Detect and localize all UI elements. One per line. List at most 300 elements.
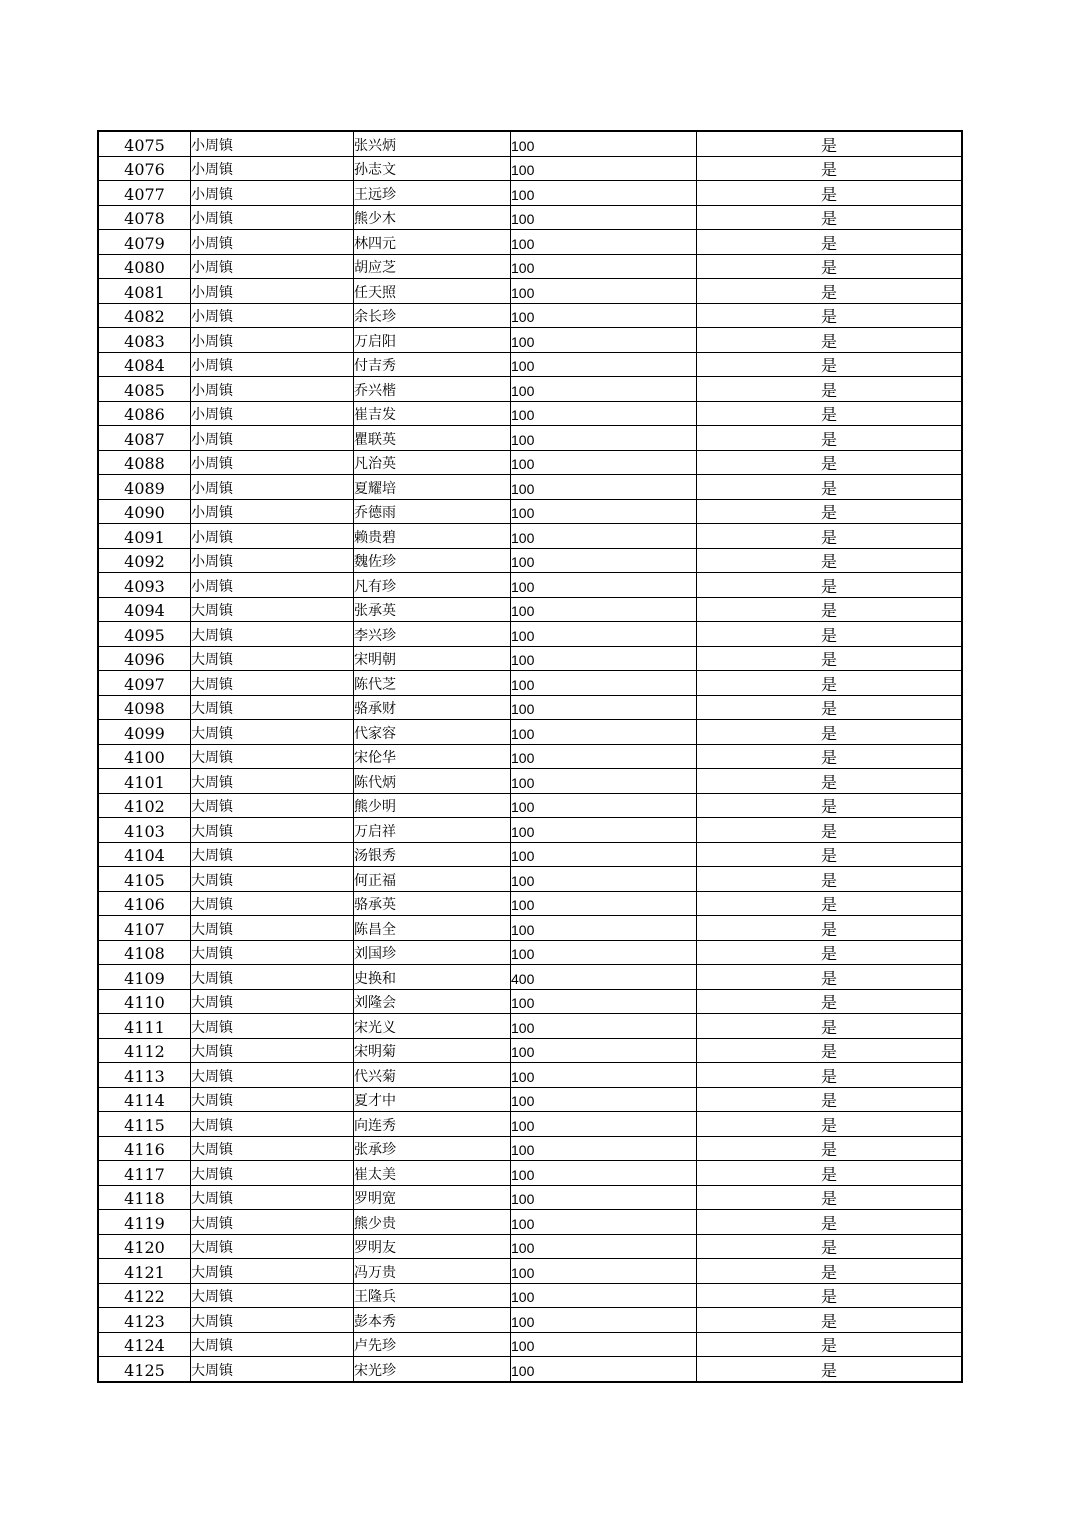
person-name-cell: 王隆兵 (354, 1283, 511, 1308)
town-cell: 小周镇 (191, 181, 354, 206)
row-number-cell: 4085 (98, 377, 191, 402)
table-row (98, 1283, 962, 1308)
table-row (98, 1014, 962, 1039)
flag-cell: 是 (697, 1014, 963, 1039)
flag-cell: 是 (697, 891, 963, 916)
person-name-cell: 李兴珍 (354, 622, 511, 647)
town-cell: 大周镇 (191, 1332, 354, 1357)
flag-cell: 是 (697, 279, 963, 304)
town-cell: 大周镇 (191, 769, 354, 794)
row-number-cell: 4117 (98, 1161, 191, 1186)
person-name-cell: 熊少贵 (354, 1210, 511, 1235)
amount-cell: 100 (511, 401, 697, 426)
row-number-cell: 4078 (98, 205, 191, 230)
row-number-cell: 4096 (98, 646, 191, 671)
row-number-cell: 4102 (98, 793, 191, 818)
amount-cell: 100 (511, 230, 697, 255)
flag-cell: 是 (697, 1308, 963, 1333)
amount-cell: 100 (511, 548, 697, 573)
flag-cell: 是 (697, 940, 963, 965)
table-row (98, 622, 962, 647)
row-number-cell: 4103 (98, 818, 191, 843)
table-row (98, 940, 962, 965)
person-name-cell: 宋伦华 (354, 744, 511, 769)
flag-cell: 是 (697, 965, 963, 990)
row-number-cell: 4111 (98, 1014, 191, 1039)
flag-cell: 是 (697, 230, 963, 255)
amount-cell: 100 (511, 573, 697, 598)
town-cell: 小周镇 (191, 254, 354, 279)
row-number-cell: 4100 (98, 744, 191, 769)
amount-cell: 100 (511, 499, 697, 524)
row-number-cell: 4105 (98, 867, 191, 892)
row-number-cell: 4077 (98, 181, 191, 206)
town-cell: 大周镇 (191, 940, 354, 965)
table-row (98, 279, 962, 304)
table-row (98, 695, 962, 720)
town-cell: 小周镇 (191, 303, 354, 328)
person-name-cell: 向连秀 (354, 1112, 511, 1137)
flag-cell: 是 (697, 131, 963, 156)
amount-cell: 100 (511, 1161, 697, 1186)
town-cell: 小周镇 (191, 475, 354, 500)
person-name-cell: 崔吉发 (354, 401, 511, 426)
person-name-cell: 孙志文 (354, 156, 511, 181)
flag-cell: 是 (697, 720, 963, 745)
table-row (98, 867, 962, 892)
amount-cell: 100 (511, 720, 697, 745)
town-cell: 小周镇 (191, 499, 354, 524)
amount-cell: 100 (511, 1063, 697, 1088)
flag-cell: 是 (697, 622, 963, 647)
flag-cell: 是 (697, 1234, 963, 1259)
amount-cell: 100 (511, 279, 697, 304)
flag-cell: 是 (697, 401, 963, 426)
row-number-cell: 4092 (98, 548, 191, 573)
person-name-cell: 张承珍 (354, 1136, 511, 1161)
flag-cell: 是 (697, 793, 963, 818)
amount-cell: 100 (511, 940, 697, 965)
person-name-cell: 崔太美 (354, 1161, 511, 1186)
row-number-cell: 4086 (98, 401, 191, 426)
amount-cell: 100 (511, 867, 697, 892)
town-cell: 大周镇 (191, 646, 354, 671)
table-row (98, 450, 962, 475)
person-name-cell: 骆承财 (354, 695, 511, 720)
person-name-cell: 史换和 (354, 965, 511, 990)
town-cell: 大周镇 (191, 720, 354, 745)
flag-cell: 是 (697, 842, 963, 867)
person-name-cell: 汤银秀 (354, 842, 511, 867)
person-name-cell: 卢先珍 (354, 1332, 511, 1357)
amount-cell: 100 (511, 891, 697, 916)
table-row (98, 499, 962, 524)
person-name-cell: 林四元 (354, 230, 511, 255)
row-number-cell: 4097 (98, 671, 191, 696)
flag-cell: 是 (697, 1210, 963, 1235)
town-cell: 小周镇 (191, 377, 354, 402)
row-number-cell: 4112 (98, 1038, 191, 1063)
flag-cell: 是 (697, 1038, 963, 1063)
table-row (98, 1332, 962, 1357)
person-name-cell: 万启阳 (354, 328, 511, 353)
flag-cell: 是 (697, 769, 963, 794)
row-number-cell: 4107 (98, 916, 191, 941)
town-cell: 小周镇 (191, 279, 354, 304)
amount-cell: 100 (511, 916, 697, 941)
amount-cell: 100 (511, 1308, 697, 1333)
amount-cell: 100 (511, 426, 697, 451)
flag-cell: 是 (697, 573, 963, 598)
amount-cell: 100 (511, 1332, 697, 1357)
flag-cell: 是 (697, 328, 963, 353)
town-cell: 大周镇 (191, 597, 354, 622)
flag-cell: 是 (697, 377, 963, 402)
person-name-cell: 熊少明 (354, 793, 511, 818)
table-row (98, 1210, 962, 1235)
amount-cell: 100 (511, 695, 697, 720)
person-name-cell: 代家容 (354, 720, 511, 745)
town-cell: 大周镇 (191, 793, 354, 818)
flag-cell: 是 (697, 1357, 963, 1382)
flag-cell: 是 (697, 1161, 963, 1186)
town-cell: 大周镇 (191, 818, 354, 843)
row-number-cell: 4095 (98, 622, 191, 647)
amount-cell: 100 (511, 818, 697, 843)
amount-cell: 100 (511, 1259, 697, 1284)
row-number-cell: 4101 (98, 769, 191, 794)
table-row (98, 573, 962, 598)
person-name-cell: 何正福 (354, 867, 511, 892)
table-row (98, 818, 962, 843)
person-name-cell: 代兴菊 (354, 1063, 511, 1088)
table-row (98, 891, 962, 916)
person-name-cell: 彭本秀 (354, 1308, 511, 1333)
row-number-cell: 4115 (98, 1112, 191, 1137)
amount-cell: 100 (511, 475, 697, 500)
flag-cell: 是 (697, 646, 963, 671)
table-row (98, 475, 962, 500)
person-name-cell: 王远珍 (354, 181, 511, 206)
table-row (98, 1259, 962, 1284)
town-cell: 小周镇 (191, 548, 354, 573)
table-row (98, 254, 962, 279)
flag-cell: 是 (697, 1112, 963, 1137)
amount-cell: 100 (511, 1185, 697, 1210)
row-number-cell: 4082 (98, 303, 191, 328)
amount-cell: 100 (511, 1357, 697, 1382)
table-row (98, 548, 962, 573)
person-name-cell: 乔德雨 (354, 499, 511, 524)
row-number-cell: 4088 (98, 450, 191, 475)
table-row (98, 230, 962, 255)
flag-cell: 是 (697, 1136, 963, 1161)
amount-cell: 100 (511, 131, 697, 156)
amount-cell: 100 (511, 1210, 697, 1235)
table-row (98, 1136, 962, 1161)
town-cell: 大周镇 (191, 1308, 354, 1333)
table-row (98, 303, 962, 328)
amount-cell: 100 (511, 205, 697, 230)
table-row (98, 1087, 962, 1112)
person-name-cell: 赖贵碧 (354, 524, 511, 549)
amount-cell: 100 (511, 254, 697, 279)
town-cell: 大周镇 (191, 1210, 354, 1235)
table-row (98, 1038, 962, 1063)
flag-cell: 是 (697, 303, 963, 328)
person-name-cell: 凡有珍 (354, 573, 511, 598)
flag-cell: 是 (697, 744, 963, 769)
town-cell: 大周镇 (191, 1161, 354, 1186)
table-row (98, 1161, 962, 1186)
town-cell: 大周镇 (191, 1038, 354, 1063)
flag-cell: 是 (697, 1063, 963, 1088)
flag-cell: 是 (697, 254, 963, 279)
table-row (98, 1185, 962, 1210)
town-cell: 大周镇 (191, 989, 354, 1014)
amount-cell: 100 (511, 597, 697, 622)
town-cell: 小周镇 (191, 450, 354, 475)
person-name-cell: 陈昌全 (354, 916, 511, 941)
table-row (98, 205, 962, 230)
flag-cell: 是 (697, 989, 963, 1014)
town-cell: 大周镇 (191, 1185, 354, 1210)
town-cell: 小周镇 (191, 401, 354, 426)
town-cell: 大周镇 (191, 965, 354, 990)
amount-cell: 100 (511, 646, 697, 671)
row-number-cell: 4076 (98, 156, 191, 181)
town-cell: 大周镇 (191, 867, 354, 892)
table-row (98, 328, 962, 353)
amount-cell: 100 (511, 352, 697, 377)
amount-cell: 100 (511, 989, 697, 1014)
table-body (98, 131, 962, 1382)
flag-cell: 是 (697, 695, 963, 720)
row-number-cell: 4124 (98, 1332, 191, 1357)
person-name-cell: 宋明朝 (354, 646, 511, 671)
town-cell: 大周镇 (191, 1283, 354, 1308)
amount-cell: 100 (511, 450, 697, 475)
person-name-cell: 熊少木 (354, 205, 511, 230)
table-row (98, 1112, 962, 1137)
amount-cell: 100 (511, 1112, 697, 1137)
person-name-cell: 夏才中 (354, 1087, 511, 1112)
town-cell: 小周镇 (191, 328, 354, 353)
table-row (98, 842, 962, 867)
row-number-cell: 4098 (98, 695, 191, 720)
row-number-cell: 4104 (98, 842, 191, 867)
table-row (98, 744, 962, 769)
table-row (98, 181, 962, 206)
row-number-cell: 4079 (98, 230, 191, 255)
flag-cell: 是 (697, 205, 963, 230)
row-number-cell: 4120 (98, 1234, 191, 1259)
flag-cell: 是 (697, 475, 963, 500)
town-cell: 大周镇 (191, 842, 354, 867)
town-cell: 大周镇 (191, 1087, 354, 1112)
flag-cell: 是 (697, 1332, 963, 1357)
amount-cell: 100 (511, 842, 697, 867)
amount-cell: 100 (511, 303, 697, 328)
table-row (98, 965, 962, 990)
flag-cell: 是 (697, 1185, 963, 1210)
table-row (98, 989, 962, 1014)
row-number-cell: 4099 (98, 720, 191, 745)
amount-cell: 100 (511, 156, 697, 181)
amount-cell: 100 (511, 1283, 697, 1308)
person-name-cell: 宋光义 (354, 1014, 511, 1039)
flag-cell: 是 (697, 867, 963, 892)
table-row (98, 426, 962, 451)
person-name-cell: 陈代炳 (354, 769, 511, 794)
table-row (98, 793, 962, 818)
amount-cell: 100 (511, 1136, 697, 1161)
town-cell: 大周镇 (191, 1357, 354, 1382)
amount-cell: 100 (511, 671, 697, 696)
amount-cell: 100 (511, 377, 697, 402)
flag-cell: 是 (697, 548, 963, 573)
person-name-cell: 罗明宽 (354, 1185, 511, 1210)
town-cell: 小周镇 (191, 573, 354, 598)
flag-cell: 是 (697, 818, 963, 843)
flag-cell: 是 (697, 156, 963, 181)
person-name-cell: 张兴炳 (354, 131, 511, 156)
flag-cell: 是 (697, 1087, 963, 1112)
row-number-cell: 4125 (98, 1357, 191, 1382)
row-number-cell: 4109 (98, 965, 191, 990)
row-number-cell: 4113 (98, 1063, 191, 1088)
town-cell: 小周镇 (191, 156, 354, 181)
town-cell: 大周镇 (191, 1136, 354, 1161)
amount-cell: 100 (511, 744, 697, 769)
person-name-cell: 余长珍 (354, 303, 511, 328)
person-name-cell: 夏耀培 (354, 475, 511, 500)
town-cell: 小周镇 (191, 426, 354, 451)
row-number-cell: 4084 (98, 352, 191, 377)
table-row (98, 156, 962, 181)
person-name-cell: 宋明菊 (354, 1038, 511, 1063)
flag-cell: 是 (697, 597, 963, 622)
row-number-cell: 4122 (98, 1283, 191, 1308)
row-number-cell: 4080 (98, 254, 191, 279)
table-row (98, 597, 962, 622)
table-row (98, 769, 962, 794)
flag-cell: 是 (697, 450, 963, 475)
amount-cell: 100 (511, 1087, 697, 1112)
person-name-cell: 魏佐珍 (354, 548, 511, 573)
flag-cell: 是 (697, 524, 963, 549)
town-cell: 小周镇 (191, 230, 354, 255)
row-number-cell: 4114 (98, 1087, 191, 1112)
table-row (98, 352, 962, 377)
row-number-cell: 4075 (98, 131, 191, 156)
person-name-cell: 刘国珍 (354, 940, 511, 965)
table-row (98, 1308, 962, 1333)
town-cell: 大周镇 (191, 1259, 354, 1284)
row-number-cell: 4093 (98, 573, 191, 598)
row-number-cell: 4090 (98, 499, 191, 524)
town-cell: 大周镇 (191, 891, 354, 916)
row-number-cell: 4116 (98, 1136, 191, 1161)
row-number-cell: 4118 (98, 1185, 191, 1210)
flag-cell: 是 (697, 426, 963, 451)
table-row (98, 916, 962, 941)
town-cell: 大周镇 (191, 671, 354, 696)
person-name-cell: 刘隆会 (354, 989, 511, 1014)
table-row (98, 377, 962, 402)
row-number-cell: 4106 (98, 891, 191, 916)
person-name-cell: 瞿联英 (354, 426, 511, 451)
row-number-cell: 4081 (98, 279, 191, 304)
flag-cell: 是 (697, 916, 963, 941)
flag-cell: 是 (697, 499, 963, 524)
person-name-cell: 陈代芝 (354, 671, 511, 696)
town-cell: 大周镇 (191, 1112, 354, 1137)
amount-cell: 100 (511, 1014, 697, 1039)
data-table (97, 130, 963, 1383)
person-name-cell: 乔兴楷 (354, 377, 511, 402)
row-number-cell: 4121 (98, 1259, 191, 1284)
town-cell: 大周镇 (191, 1014, 354, 1039)
amount-cell: 100 (511, 793, 697, 818)
amount-cell: 100 (511, 1234, 697, 1259)
town-cell: 大周镇 (191, 1234, 354, 1259)
flag-cell: 是 (697, 671, 963, 696)
table-row (98, 671, 962, 696)
person-name-cell: 万启祥 (354, 818, 511, 843)
person-name-cell: 凡治英 (354, 450, 511, 475)
row-number-cell: 4083 (98, 328, 191, 353)
row-number-cell: 4108 (98, 940, 191, 965)
town-cell: 大周镇 (191, 695, 354, 720)
person-name-cell: 罗明友 (354, 1234, 511, 1259)
row-number-cell: 4119 (98, 1210, 191, 1235)
amount-cell: 100 (511, 181, 697, 206)
flag-cell: 是 (697, 181, 963, 206)
row-number-cell: 4089 (98, 475, 191, 500)
flag-cell: 是 (697, 1259, 963, 1284)
town-cell: 大周镇 (191, 622, 354, 647)
table-row (98, 1063, 962, 1088)
amount-cell: 400 (511, 965, 697, 990)
person-name-cell: 付吉秀 (354, 352, 511, 377)
person-name-cell: 冯万贵 (354, 1259, 511, 1284)
row-number-cell: 4094 (98, 597, 191, 622)
amount-cell: 100 (511, 622, 697, 647)
flag-cell: 是 (697, 1283, 963, 1308)
flag-cell: 是 (697, 352, 963, 377)
person-name-cell: 宋光珍 (354, 1357, 511, 1382)
person-name-cell: 任天照 (354, 279, 511, 304)
town-cell: 大周镇 (191, 744, 354, 769)
person-name-cell: 张承英 (354, 597, 511, 622)
amount-cell: 100 (511, 769, 697, 794)
table-row (98, 1234, 962, 1259)
town-cell: 小周镇 (191, 131, 354, 156)
town-cell: 小周镇 (191, 205, 354, 230)
table-row (98, 524, 962, 549)
row-number-cell: 4123 (98, 1308, 191, 1333)
town-cell: 小周镇 (191, 524, 354, 549)
person-name-cell: 骆承英 (354, 891, 511, 916)
town-cell: 大周镇 (191, 916, 354, 941)
amount-cell: 100 (511, 1038, 697, 1063)
table-row (98, 720, 962, 745)
table-row (98, 131, 962, 156)
amount-cell: 100 (511, 524, 697, 549)
row-number-cell: 4110 (98, 989, 191, 1014)
person-name-cell: 胡应芝 (354, 254, 511, 279)
